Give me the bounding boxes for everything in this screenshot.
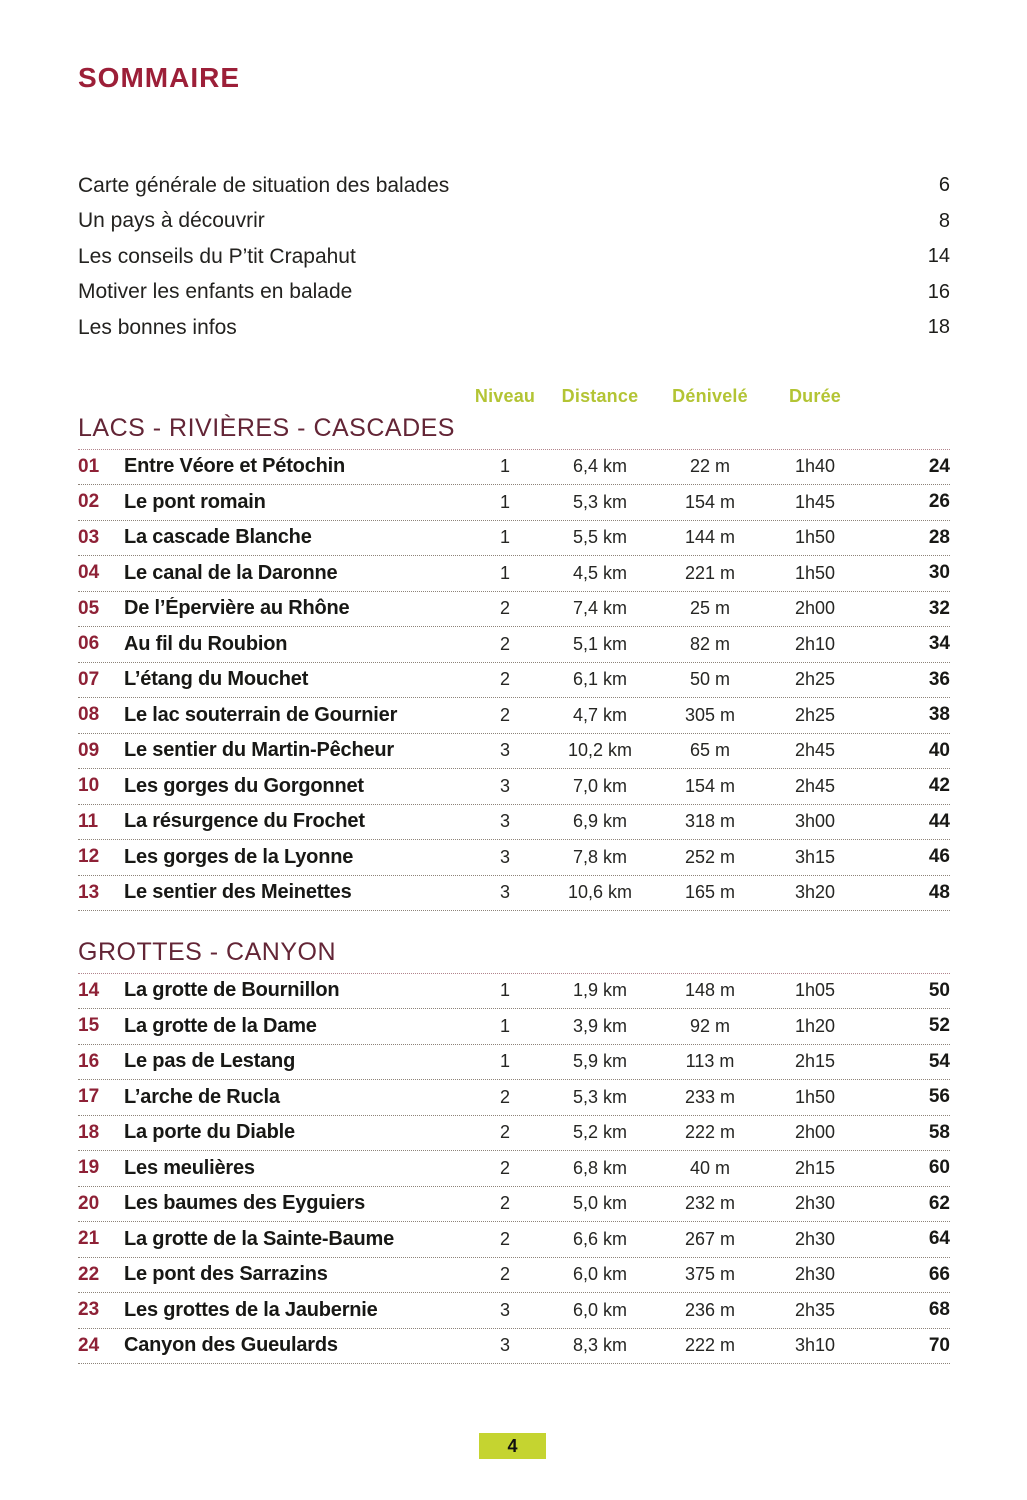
walk-number: 05 <box>78 597 100 619</box>
walk-distance: 6,4 km <box>572 456 628 477</box>
walk-distance: 8,3 km <box>572 1335 628 1356</box>
toc-row <box>78 1080 950 1116</box>
walk-denivele: 65 m <box>689 740 731 761</box>
toc-row <box>78 805 950 841</box>
walk-page: 28 <box>928 526 950 548</box>
walk-page: 32 <box>928 597 950 619</box>
col-header-denivele: Dénivelé <box>672 385 748 406</box>
walk-niveau: 3 <box>499 846 510 867</box>
walk-number: 24 <box>78 1334 100 1356</box>
walk-niveau: 3 <box>499 811 510 832</box>
toc-row <box>78 1329 950 1365</box>
walk-title: Les gorges de la Lyonne <box>124 845 354 868</box>
walk-page: 52 <box>928 1015 950 1037</box>
walk-duree: 1h50 <box>794 562 836 583</box>
walk-number: 14 <box>78 979 100 1001</box>
intro-item-label: Les conseils du P’tit Crapahut <box>78 244 356 268</box>
toc-row <box>78 1009 950 1045</box>
intro-item <box>78 168 950 204</box>
walk-duree: 3h20 <box>794 882 836 903</box>
walk-number: 01 <box>78 455 100 477</box>
walk-distance: 6,0 km <box>572 1299 628 1320</box>
walk-page: 24 <box>928 455 950 477</box>
walk-title: La cascade Blanche <box>124 526 312 549</box>
intro-list <box>78 168 950 346</box>
toc-section <box>78 415 950 911</box>
walk-distance: 6,6 km <box>572 1228 628 1249</box>
walk-duree: 2h25 <box>794 669 836 690</box>
walk-page: 40 <box>928 739 950 761</box>
walk-duree: 2h30 <box>794 1193 836 1214</box>
toc-row <box>78 1293 950 1329</box>
walk-denivele: 25 m <box>689 598 731 619</box>
walk-niveau: 1 <box>499 1051 510 1072</box>
intro-item <box>78 310 950 346</box>
section-title: LACS - RIVIÈRES - CASCADES <box>78 415 950 450</box>
walk-distance: 4,5 km <box>572 562 628 583</box>
walk-niveau: 1 <box>499 491 510 512</box>
toc-row <box>78 1045 950 1081</box>
walk-niveau: 2 <box>499 1228 510 1249</box>
walk-denivele: 82 m <box>689 633 731 654</box>
walk-number: 23 <box>78 1299 100 1321</box>
walk-distance: 6,0 km <box>572 1264 628 1285</box>
walk-denivele: 222 m <box>684 1335 736 1356</box>
walk-title: Entre Véore et Pétochin <box>124 455 346 478</box>
walk-distance: 4,7 km <box>572 704 628 725</box>
walk-niveau: 2 <box>499 669 510 690</box>
walk-duree: 2h10 <box>794 633 836 654</box>
walk-denivele: 22 m <box>689 456 731 477</box>
walk-duree: 2h15 <box>794 1051 836 1072</box>
walk-denivele: 318 m <box>684 811 736 832</box>
walk-distance: 10,2 km <box>567 740 633 761</box>
toc-row <box>78 1116 950 1152</box>
toc-row <box>78 556 950 592</box>
walk-distance: 7,0 km <box>572 775 628 796</box>
walk-duree: 2h30 <box>794 1228 836 1249</box>
walk-page: 50 <box>928 979 950 1001</box>
walk-niveau: 3 <box>499 1299 510 1320</box>
walk-denivele: 113 m <box>685 1051 735 1072</box>
toc-row <box>78 1151 950 1187</box>
walk-title: L’arche de Rucla <box>124 1085 280 1108</box>
walk-denivele: 148 m <box>684 980 736 1001</box>
walk-distance: 5,0 km <box>572 1193 628 1214</box>
walk-denivele: 154 m <box>684 491 736 512</box>
walk-duree: 2h45 <box>794 740 836 761</box>
walk-title: Les baumes des Eyguiers <box>124 1192 366 1215</box>
walk-duree: 3h10 <box>794 1335 836 1356</box>
walk-page: 54 <box>928 1050 950 1072</box>
walk-number: 17 <box>78 1086 100 1108</box>
walk-duree: 2h35 <box>794 1299 836 1320</box>
walk-denivele: 40 m <box>689 1157 731 1178</box>
walk-niveau: 2 <box>499 1157 510 1178</box>
toc-row <box>78 769 950 805</box>
intro-item-label: Carte générale de situation des balades <box>78 173 450 197</box>
intro-item-page: 16 <box>927 280 950 303</box>
walk-denivele: 252 m <box>684 846 736 867</box>
walk-denivele: 305 m <box>684 704 736 725</box>
walk-distance: 5,1 km <box>572 633 628 654</box>
walk-title: Le pont romain <box>124 490 266 513</box>
walk-number: 16 <box>78 1050 100 1072</box>
walk-number: 10 <box>78 775 100 797</box>
page-title: SOMMAIRE <box>78 62 240 93</box>
walk-niveau: 2 <box>499 704 510 725</box>
walk-number: 04 <box>78 562 100 584</box>
walk-title: La grotte de Bournillon <box>124 979 340 1002</box>
walk-page: 30 <box>928 562 950 584</box>
walk-distance: 7,4 km <box>572 598 628 619</box>
walk-title: Le sentier du Martin-Pêcheur <box>124 739 395 762</box>
toc-row <box>78 450 950 486</box>
walk-niveau: 2 <box>499 1086 510 1107</box>
walk-page: 34 <box>928 633 950 655</box>
walk-duree: 1h40 <box>794 456 836 477</box>
walk-denivele: 154 m <box>684 775 736 796</box>
walk-number: 03 <box>78 526 100 548</box>
walk-denivele: 92 m <box>689 1015 731 1036</box>
walk-distance: 5,3 km <box>572 1086 628 1107</box>
walk-niveau: 1 <box>499 456 510 477</box>
walk-niveau: 3 <box>499 882 510 903</box>
col-header-distance: Distance <box>561 385 639 406</box>
walk-distance: 3,9 km <box>572 1015 628 1036</box>
walk-number: 12 <box>78 846 100 868</box>
walk-denivele: 221 m <box>684 562 736 583</box>
walk-page: 64 <box>928 1228 950 1250</box>
walk-number: 21 <box>78 1228 100 1250</box>
intro-item <box>78 239 950 275</box>
toc-row <box>78 734 950 770</box>
walk-number: 09 <box>78 739 100 761</box>
walk-distance: 7,8 km <box>572 846 628 867</box>
walk-page: 42 <box>928 775 950 797</box>
section-rows <box>78 450 950 912</box>
walk-title: Le pas de Lestang <box>124 1050 296 1073</box>
walk-duree: 1h20 <box>794 1015 836 1036</box>
walk-page: 48 <box>928 881 950 903</box>
walk-title: Le sentier des Meinettes <box>124 881 352 904</box>
intro-item-page: 6 <box>938 174 950 197</box>
section-title: GROTTES - CANYON <box>78 939 950 974</box>
walk-page: 26 <box>928 491 950 513</box>
intro-item-page: 18 <box>927 316 950 339</box>
walk-duree: 2h30 <box>794 1264 836 1285</box>
walk-niveau: 3 <box>499 1335 510 1356</box>
walk-distance: 5,2 km <box>572 1122 628 1143</box>
walk-page: 46 <box>928 846 950 868</box>
walk-denivele: 375 m <box>684 1264 736 1285</box>
walk-distance: 10,6 km <box>567 882 633 903</box>
walk-duree: 3h15 <box>794 846 836 867</box>
walk-page: 36 <box>928 668 950 690</box>
page-number: 4 <box>507 1435 518 1456</box>
walk-distance: 5,9 km <box>572 1051 628 1072</box>
intro-item <box>78 275 950 311</box>
walk-title: L’étang du Mouchet <box>124 668 309 691</box>
walk-title: De l’Épervière au Rhône <box>124 597 350 620</box>
toc-row <box>78 663 950 699</box>
walk-number: 18 <box>78 1121 100 1143</box>
toc-row <box>78 1258 950 1294</box>
walk-number: 02 <box>78 491 100 513</box>
toc-row <box>78 1222 950 1258</box>
page-number-badge <box>479 1433 546 1459</box>
walk-distance: 6,8 km <box>572 1157 628 1178</box>
walk-duree: 1h50 <box>794 527 836 548</box>
walk-denivele: 222 m <box>684 1122 736 1143</box>
walk-duree: 2h45 <box>794 775 836 796</box>
walk-number: 08 <box>78 704 100 726</box>
toc-row <box>78 1187 950 1223</box>
walk-niveau: 3 <box>499 775 510 796</box>
walk-number: 11 <box>78 810 99 832</box>
walk-denivele: 165 m <box>684 882 736 903</box>
walk-niveau: 2 <box>499 1193 510 1214</box>
walk-duree: 1h05 <box>794 980 836 1001</box>
walk-title: Le canal de la Daronne <box>124 561 338 584</box>
walk-niveau: 2 <box>499 1122 510 1143</box>
toc-column-headers <box>78 383 950 409</box>
walk-title: La résurgence du Frochet <box>124 810 365 833</box>
walk-page: 70 <box>928 1334 950 1356</box>
walk-page: 38 <box>928 704 950 726</box>
walk-title: Les gorges du Gorgonnet <box>124 774 364 797</box>
walk-niveau: 1 <box>499 1015 510 1036</box>
walk-duree: 2h25 <box>794 704 836 725</box>
walk-page: 56 <box>928 1086 950 1108</box>
walk-page: 58 <box>928 1121 950 1143</box>
walk-duree: 3h00 <box>794 811 836 832</box>
walk-number: 22 <box>78 1263 100 1285</box>
walk-distance: 6,1 km <box>572 669 628 690</box>
walk-duree: 2h15 <box>794 1157 836 1178</box>
walk-niveau: 2 <box>499 598 510 619</box>
toc-row <box>78 698 950 734</box>
intro-item <box>78 204 950 240</box>
intro-item-label: Motiver les enfants en balade <box>78 280 353 304</box>
walk-niveau: 1 <box>499 562 510 583</box>
walk-niveau: 1 <box>499 527 510 548</box>
walk-niveau: 3 <box>499 740 510 761</box>
toc-row <box>78 974 950 1010</box>
section-rows <box>78 974 950 1365</box>
walk-page: 66 <box>928 1263 950 1285</box>
walk-niveau: 1 <box>499 980 510 1001</box>
walk-niveau: 2 <box>499 633 510 654</box>
walk-denivele: 267 m <box>684 1228 736 1249</box>
walk-title: La grotte de la Sainte-Baume <box>124 1227 395 1250</box>
walk-page: 68 <box>928 1299 950 1321</box>
toc-row <box>78 876 950 912</box>
walk-denivele: 144 m <box>684 527 736 548</box>
intro-item-label: Les bonnes infos <box>78 315 237 339</box>
walk-denivele: 233 m <box>684 1086 736 1107</box>
walk-title: Au fil du Roubion <box>124 632 288 655</box>
walk-page: 44 <box>928 810 950 832</box>
walk-duree: 1h50 <box>794 1086 836 1107</box>
walk-distance: 5,3 km <box>572 491 628 512</box>
walk-number: 15 <box>78 1015 100 1037</box>
walk-title: Les grottes de la Jaubernie <box>124 1298 378 1321</box>
walk-title: Le lac souterrain de Gournier <box>124 703 398 726</box>
walk-title: Canyon des Gueulards <box>124 1334 338 1357</box>
walk-number: 07 <box>78 668 100 690</box>
walk-duree: 1h45 <box>794 491 836 512</box>
walk-niveau: 2 <box>499 1264 510 1285</box>
toc-section <box>78 939 950 1364</box>
walk-page: 62 <box>928 1192 950 1214</box>
intro-item-label: Un pays à découvrir <box>78 209 265 233</box>
walk-number: 06 <box>78 633 100 655</box>
walk-distance: 6,9 km <box>572 811 628 832</box>
col-header-niveau: Niveau <box>474 385 536 406</box>
intro-item-page: 8 <box>938 209 950 232</box>
walk-page: 60 <box>928 1157 950 1179</box>
walk-denivele: 232 m <box>684 1193 736 1214</box>
toc-row <box>78 592 950 628</box>
intro-item-page: 14 <box>927 245 950 268</box>
walk-number: 13 <box>78 881 100 903</box>
toc-table <box>78 383 950 1364</box>
walk-denivele: 236 m <box>684 1299 736 1320</box>
toc-row <box>78 840 950 876</box>
toc-row <box>78 627 950 663</box>
walk-distance: 5,5 km <box>572 527 628 548</box>
walk-number: 19 <box>78 1157 100 1179</box>
walk-title: Les meulières <box>124 1156 255 1179</box>
walk-duree: 2h00 <box>794 1122 836 1143</box>
toc-row <box>78 521 950 557</box>
col-header-duree: Durée <box>788 385 842 406</box>
walk-title: Le pont des Sarrazins <box>124 1263 328 1286</box>
walk-number: 20 <box>78 1192 100 1214</box>
toc-sections <box>78 415 950 1364</box>
toc-row <box>78 485 950 521</box>
walk-title: La grotte de la Dame <box>124 1014 317 1037</box>
walk-duree: 2h00 <box>794 598 836 619</box>
walk-denivele: 50 m <box>689 669 731 690</box>
walk-title: La porte du Diable <box>124 1121 295 1144</box>
walk-distance: 1,9 km <box>572 980 628 1001</box>
